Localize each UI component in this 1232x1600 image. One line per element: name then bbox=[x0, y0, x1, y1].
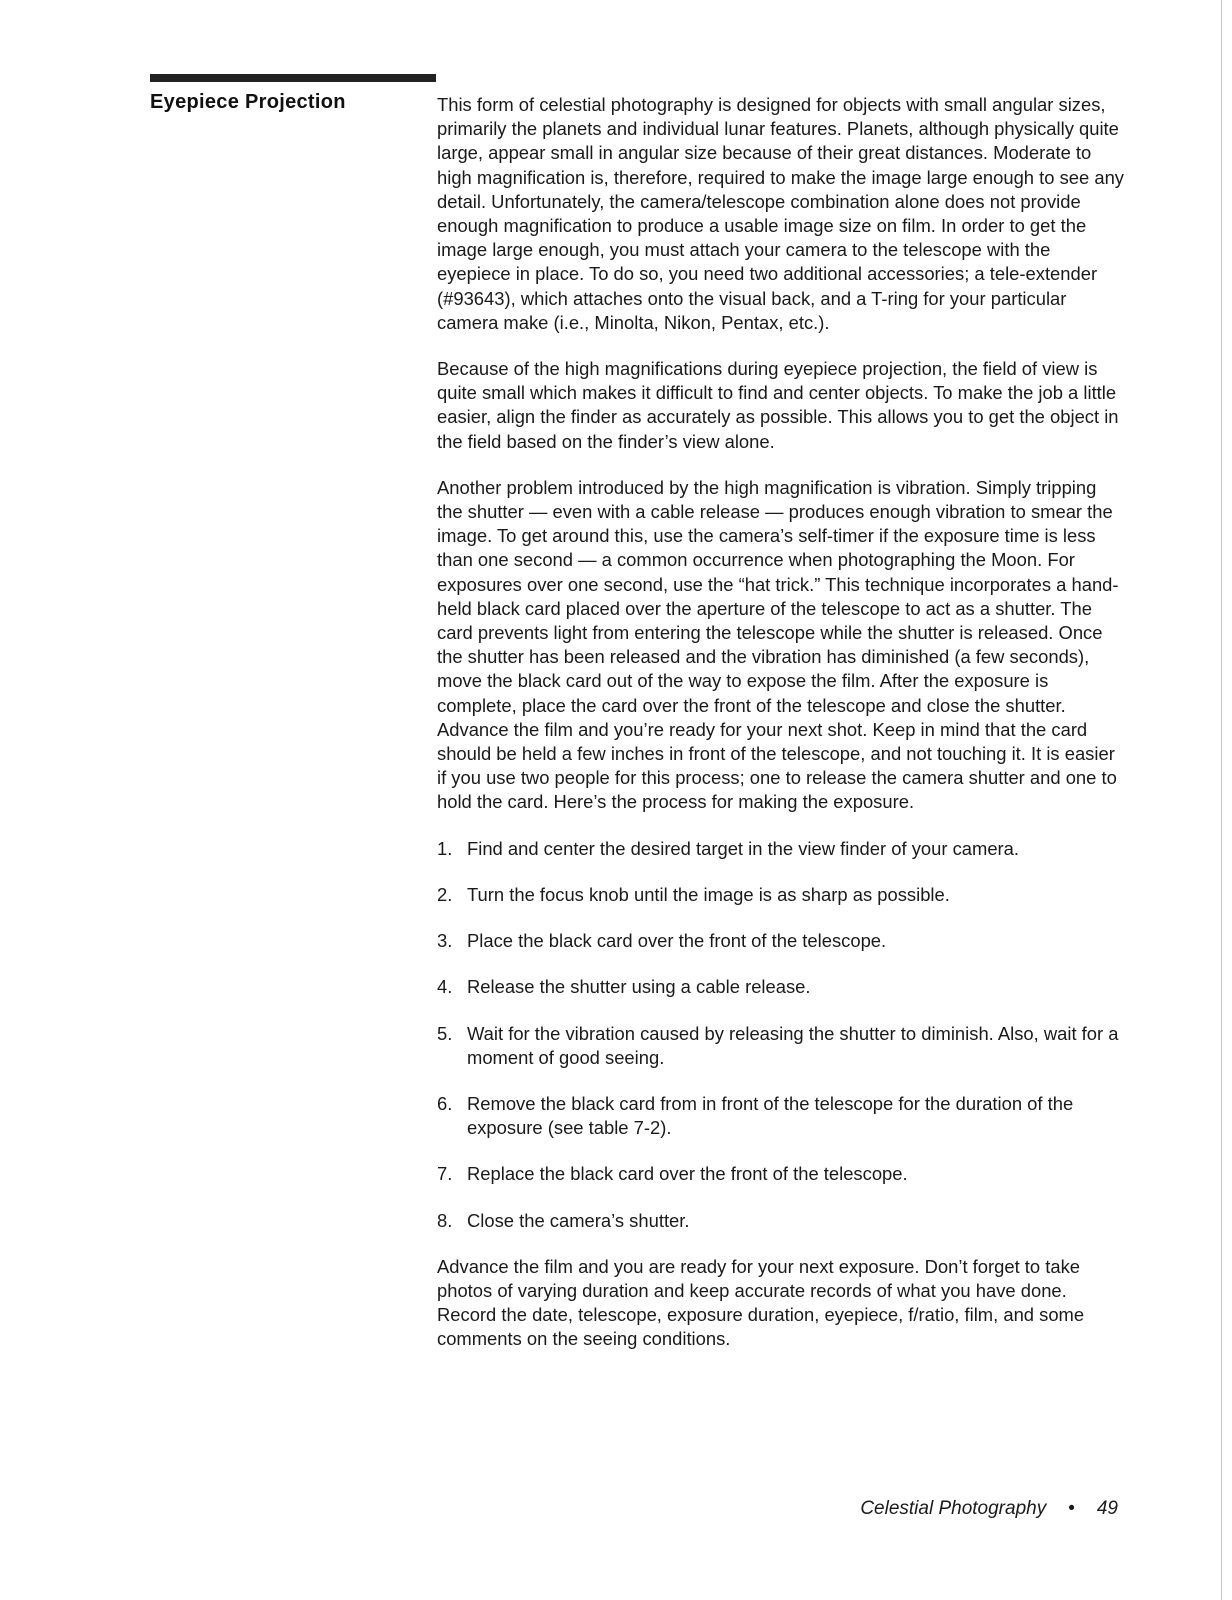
footer-bullet: • bbox=[1068, 1498, 1075, 1519]
step-text: Close the camera’s shutter. bbox=[467, 1209, 690, 1231]
footer-chapter-title: Celestial Photography bbox=[860, 1498, 1047, 1519]
finder-paragraph: Because of the high magnifications during eyepiece projection, the field of view is quite small which makes it difficult to find and center objects. To make the job a little easier, align the finder as accurately as possible. This allows you to get the object in the field based on the finder’s view alone. bbox=[437, 358, 1119, 452]
list-item bbox=[437, 975, 1125, 999]
step-number: 3. bbox=[437, 930, 453, 952]
page-edge-line bbox=[1221, 0, 1222, 1600]
body-column bbox=[437, 93, 1125, 1374]
step-number: 6. bbox=[437, 1092, 453, 1114]
list-item bbox=[437, 837, 1125, 861]
step-number: 8. bbox=[437, 1209, 453, 1231]
page-number: 49 bbox=[1096, 1498, 1118, 1519]
page-footer bbox=[860, 1497, 1118, 1521]
closing-paragraph: Advance the film and you are ready for your next exposure. Don’t forget to take photos of varying duration and keep accurate records of what you have done. Record the date, telescope, exposure duration, eyepiece, f/ratio, film, and some comments on the seeing conditions. bbox=[437, 1255, 1085, 1350]
step-number: 5. bbox=[437, 1022, 453, 1044]
step-text: Remove the black card from in front of the telescope for the duration of the exposure (see table 7-2). bbox=[467, 1092, 1074, 1139]
step-text: Turn the focus knob until the image is as sharp as possible. bbox=[467, 883, 950, 905]
heading-rule bbox=[150, 74, 436, 82]
step-number: 4. bbox=[437, 976, 453, 998]
step-number: 7. bbox=[437, 1163, 453, 1185]
step-text: Place the black card over the front of the telescope. bbox=[467, 930, 887, 952]
step-text: Find and center the desired target in the view finder of your camera. bbox=[467, 837, 1020, 859]
section-heading: Eyepiece Projection bbox=[150, 91, 346, 113]
list-item bbox=[437, 1162, 1125, 1186]
list-item bbox=[437, 929, 1125, 953]
exposure-steps-list bbox=[437, 837, 1125, 1233]
step-text: Wait for the vibration caused by releasing the shutter to diminish. Also, wait for a moment of good seeing. bbox=[467, 1022, 1119, 1068]
list-item bbox=[437, 1092, 1125, 1140]
list-item bbox=[437, 883, 1125, 907]
step-text: Replace the black card over the front of the telescope. bbox=[467, 1163, 908, 1185]
step-number: 2. bbox=[437, 883, 453, 905]
step-text: Release the shutter using a cable release. bbox=[467, 976, 811, 998]
list-item bbox=[437, 1022, 1125, 1070]
step-number: 1. bbox=[437, 837, 453, 859]
intro-paragraph: This form of celestial photography is designed for objects with small angular sizes, primarily the planets and individual lunar features. Planets, although physically quite large, appear small in angular size because of their great distances. Moderate to high magnification is, therefore, required to make the image large enough to see any detail. Unfortunately, the camera/telescope combination alone does not provide enough magnification to produce a usable image size on film. In order to get the image large enough, you must attach your camera to the telescope with the eyepiece in place. To do so, you need two additional accessories; a tele-extender (#93643), which attaches onto the visual back, and a T-ring for your particular camera make (i.e., Minolta, Nikon, Pentax, etc.). bbox=[437, 94, 1124, 333]
list-item bbox=[437, 1209, 1125, 1233]
vibration-paragraph: Another problem introduced by the high magnification is vibration. Simply tripping the shutter — even with a cable release — produces enough vibration to smear the image. To get around this, use the camera’s self-timer if the exposure time is less than one second — a common occurrence when photographing the Moon. For exposures over one second, use the “hat trick.” This technique incorporates a hand-held black card placed over the aperture of the telescope to act as a shutter. The card prevents light from entering the telescope while the shutter is released. Once the shutter has been released and the vibration has diminished (a few seconds), move the black card out of the way to expose the film. After the exposure is complete, place the card over the front of the telescope and close the shutter. Advance the film and you’re ready for your next shot. Keep in mind that the card should be held a few inches in front of the telescope, and not touching it. It is easier if you use two people for this process; one to release the camera shutter and one to hold the card. Here’s the process for making the exposure. bbox=[437, 476, 1119, 813]
